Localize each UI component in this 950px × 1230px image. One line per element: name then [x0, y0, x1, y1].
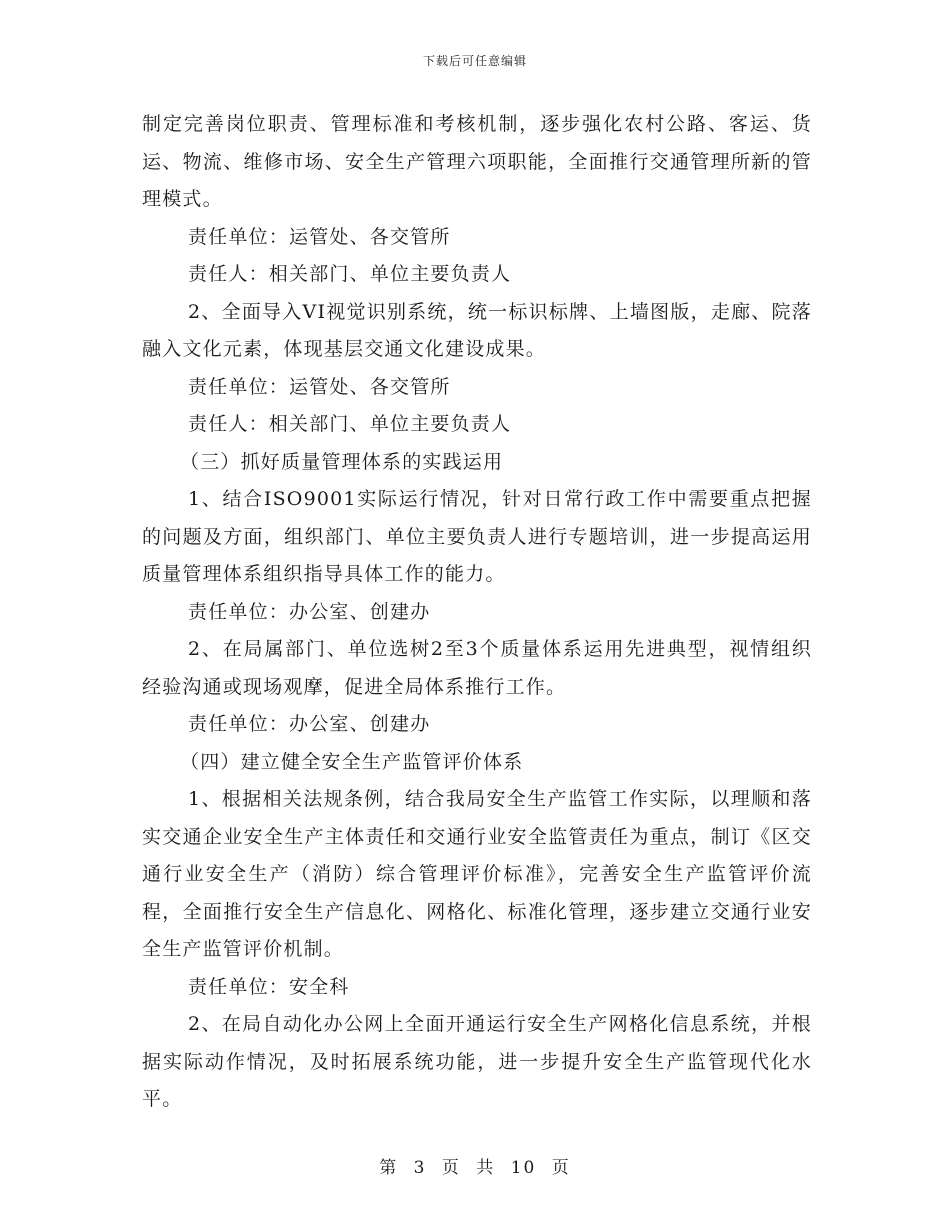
current-page-number: 3: [413, 1158, 427, 1178]
total-pages-number: 10: [510, 1158, 537, 1178]
responsible-person-line: 责任人：相关部门、单位主要负责人: [188, 263, 512, 285]
responsible-unit-line: 责任单位：运管处、各交管所: [188, 375, 451, 398]
section-heading: （三）抓好质量管理体系的实践运用: [180, 450, 504, 473]
page-header: 下载后可任意编辑: [422, 54, 527, 68]
responsible-unit-line: 责任单位：办公室、创建办: [188, 600, 431, 623]
paragraph-item: 1、结合ISO9001实际运行情况，针对日常行政工作中需要重点把握的问题及方面，组织部门、单位主要负责人进行专题培训，进一步提高运用质量管理体系组织指导具体工作的能力。: [142, 488, 812, 585]
page-label-prefix: 第: [379, 1158, 399, 1178]
responsible-unit-line: 责任单位：安全科: [188, 975, 350, 998]
page-footer: [0, 1153, 950, 1178]
document-body: [142, 106, 812, 1119]
paragraph-item: 1、根据相关法规条例，结合我局安全生产监管工作实际，以理顺和落实交通企业安全生产主体责任和交通行业安全监管责任为重点，制订《区交通行业安全生产（消防）综合管理评价标准》，完善安全生产监管评价流程，全面推行安全生产信息化、网格化、标准化管理，逐步建立交通行业安全生产监管评价机制。: [142, 788, 812, 960]
paragraph-item: 2、全面导入VI视觉识别系统，统一标识标牌、上墙图版，走廊、院落融入文化元素，体现基层交通文化建设成果。: [142, 300, 812, 360]
total-label: 共: [476, 1158, 496, 1178]
page-label-mid: 页: [441, 1158, 461, 1178]
responsible-unit-line: 责任单位：运管处、各交管所: [188, 225, 451, 248]
responsible-person-line: 责任人：相关部门、单位主要负责人: [188, 413, 512, 435]
paragraph-item: 2、在局自动化办公网上全面开通运行安全生产网格化信息系统，并根据实际动作情况，及时拓展系统功能，进一步提升安全生产监管现代化水平。: [142, 1013, 812, 1110]
page-label-suffix: 页: [551, 1158, 571, 1178]
section-heading: （四）建立健全安全生产监管评价体系: [180, 750, 524, 773]
paragraph-continuation: 制定完善岗位职责、管理标准和考核机制，逐步强化农村公路、客运、货运、物流、维修市场、安全生产管理六项职能，全面推行交通管理所新的管理模式。: [142, 113, 812, 210]
paragraph-item: 2、在局属部门、单位选树2至3个质量体系运用先进典型，视情组织经验沟通或现场观摩，促进全局体系推行工作。: [142, 638, 812, 698]
responsible-unit-line: 责任单位：办公室、创建办: [188, 713, 431, 735]
